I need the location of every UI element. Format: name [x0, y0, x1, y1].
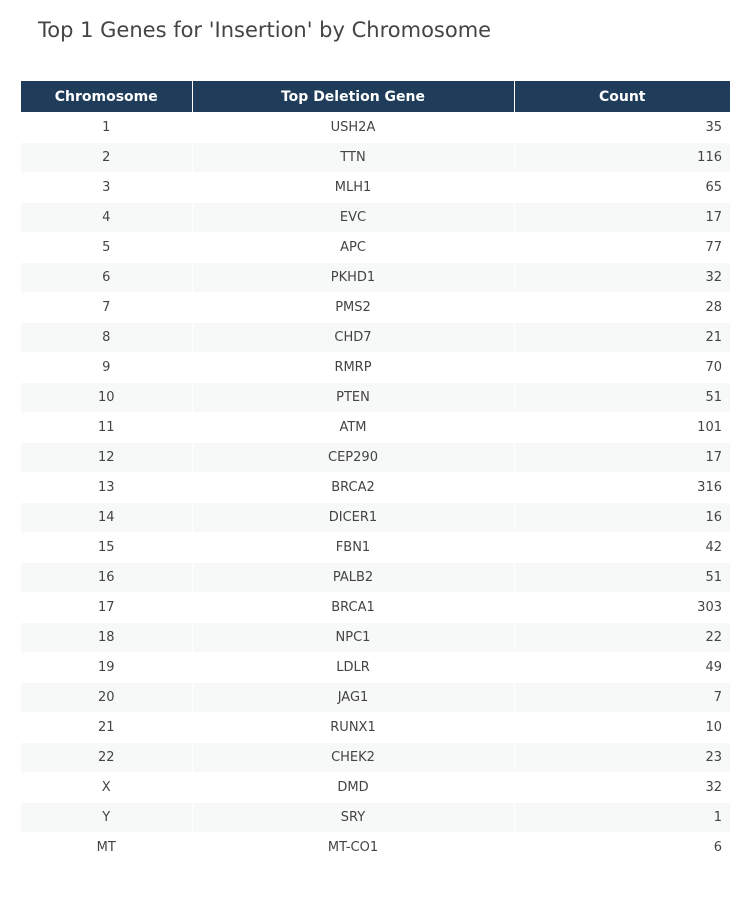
table-cell-count: 77 — [514, 233, 730, 263]
table-cell-gene: DICER1 — [192, 503, 514, 533]
table-row — [21, 353, 730, 383]
table-cell-chromosome: 21 — [21, 713, 192, 743]
table-cell-gene: USH2A — [192, 113, 514, 143]
gene-table — [21, 81, 730, 862]
table-cell-chromosome: 11 — [21, 413, 192, 443]
table-cell-gene: APC — [192, 233, 514, 263]
table-cell-count: 303 — [514, 593, 730, 623]
table-cell-chromosome: 10 — [21, 383, 192, 413]
table-cell-chromosome: 7 — [21, 293, 192, 323]
table-cell-gene: ATM — [192, 413, 514, 443]
table-cell-gene: LDLR — [192, 653, 514, 683]
table-row — [21, 233, 730, 263]
table-cell-gene: CEP290 — [192, 443, 514, 473]
table-header-row — [21, 81, 730, 113]
table-row — [21, 743, 730, 773]
table-row — [21, 173, 730, 203]
table-cell-count: 21 — [514, 323, 730, 353]
table-row — [21, 203, 730, 233]
table-cell-count: 51 — [514, 383, 730, 413]
table-row — [21, 293, 730, 323]
table-cell-chromosome: 5 — [21, 233, 192, 263]
table-cell-count: 6 — [514, 833, 730, 863]
table-cell-chromosome: 6 — [21, 263, 192, 293]
table-cell-gene: TTN — [192, 143, 514, 173]
table-cell-count: 316 — [514, 473, 730, 503]
table-cell-chromosome: 20 — [21, 683, 192, 713]
table-cell-count: 32 — [514, 773, 730, 803]
table-row — [21, 383, 730, 413]
table-cell-gene: JAG1 — [192, 683, 514, 713]
table-cell-chromosome: Y — [21, 803, 192, 833]
table-cell-gene: SRY — [192, 803, 514, 833]
table-cell-gene: PKHD1 — [192, 263, 514, 293]
column-header-chromosome: Chromosome — [21, 81, 192, 113]
table-cell-count: 32 — [514, 263, 730, 293]
table-cell-gene: NPC1 — [192, 623, 514, 653]
table-cell-chromosome: 4 — [21, 203, 192, 233]
table-cell-chromosome: 8 — [21, 323, 192, 353]
table-cell-count: 51 — [514, 563, 730, 593]
table-cell-gene: EVC — [192, 203, 514, 233]
table-body — [21, 113, 730, 863]
table-cell-gene: CHD7 — [192, 323, 514, 353]
table-row — [21, 443, 730, 473]
table-cell-chromosome: 22 — [21, 743, 192, 773]
column-header-gene: Top Deletion Gene — [192, 81, 514, 113]
table-row — [21, 713, 730, 743]
table-row — [21, 833, 730, 863]
table-row — [21, 323, 730, 353]
table-cell-count: 17 — [514, 443, 730, 473]
table-cell-chromosome: 9 — [21, 353, 192, 383]
table-cell-chromosome: 14 — [21, 503, 192, 533]
table-cell-gene: RMRP — [192, 353, 514, 383]
table-row — [21, 533, 730, 563]
table-row — [21, 413, 730, 443]
table-cell-count: 65 — [514, 173, 730, 203]
table-cell-gene: RUNX1 — [192, 713, 514, 743]
table-cell-gene: PMS2 — [192, 293, 514, 323]
table-cell-chromosome: 17 — [21, 593, 192, 623]
table-cell-gene: BRCA2 — [192, 473, 514, 503]
table-cell-chromosome: 1 — [21, 113, 192, 143]
table-cell-gene: PTEN — [192, 383, 514, 413]
table-cell-gene: MT-CO1 — [192, 833, 514, 863]
table-cell-chromosome: 19 — [21, 653, 192, 683]
table-cell-count: 22 — [514, 623, 730, 653]
table-cell-gene: BRCA1 — [192, 593, 514, 623]
table-cell-count: 10 — [514, 713, 730, 743]
table-row — [21, 143, 730, 173]
table-cell-count: 17 — [514, 203, 730, 233]
table-row — [21, 473, 730, 503]
table-row — [21, 113, 730, 143]
column-header-count: Count — [514, 81, 730, 113]
table-cell-chromosome: 18 — [21, 623, 192, 653]
table-cell-gene: CHEK2 — [192, 743, 514, 773]
table-row — [21, 653, 730, 683]
table-cell-gene: MLH1 — [192, 173, 514, 203]
table-row — [21, 623, 730, 653]
table-row — [21, 263, 730, 293]
table-row — [21, 773, 730, 803]
table-cell-count: 116 — [514, 143, 730, 173]
table-cell-count: 1 — [514, 803, 730, 833]
table-row — [21, 503, 730, 533]
table-row — [21, 803, 730, 833]
table-cell-count: 70 — [514, 353, 730, 383]
table-cell-chromosome: 3 — [21, 173, 192, 203]
table-cell-gene: FBN1 — [192, 533, 514, 563]
table-cell-chromosome: MT — [21, 833, 192, 863]
table-row — [21, 563, 730, 593]
table-cell-count: 7 — [514, 683, 730, 713]
table-cell-chromosome: 16 — [21, 563, 192, 593]
table-cell-chromosome: 2 — [21, 143, 192, 173]
table-cell-count: 28 — [514, 293, 730, 323]
table-cell-chromosome: 12 — [21, 443, 192, 473]
table-row — [21, 683, 730, 713]
table-cell-gene: DMD — [192, 773, 514, 803]
chart-title: Top 1 Genes for 'Insertion' by Chromosome — [38, 18, 492, 42]
table-cell-chromosome: 15 — [21, 533, 192, 563]
table-cell-count: 101 — [514, 413, 730, 443]
table-cell-gene: PALB2 — [192, 563, 514, 593]
table-cell-chromosome: 13 — [21, 473, 192, 503]
table-cell-count: 35 — [514, 113, 730, 143]
table-cell-count: 42 — [514, 533, 730, 563]
table-cell-count: 23 — [514, 743, 730, 773]
table-cell-chromosome: X — [21, 773, 192, 803]
table-cell-count: 16 — [514, 503, 730, 533]
table-row — [21, 593, 730, 623]
table-cell-count: 49 — [514, 653, 730, 683]
